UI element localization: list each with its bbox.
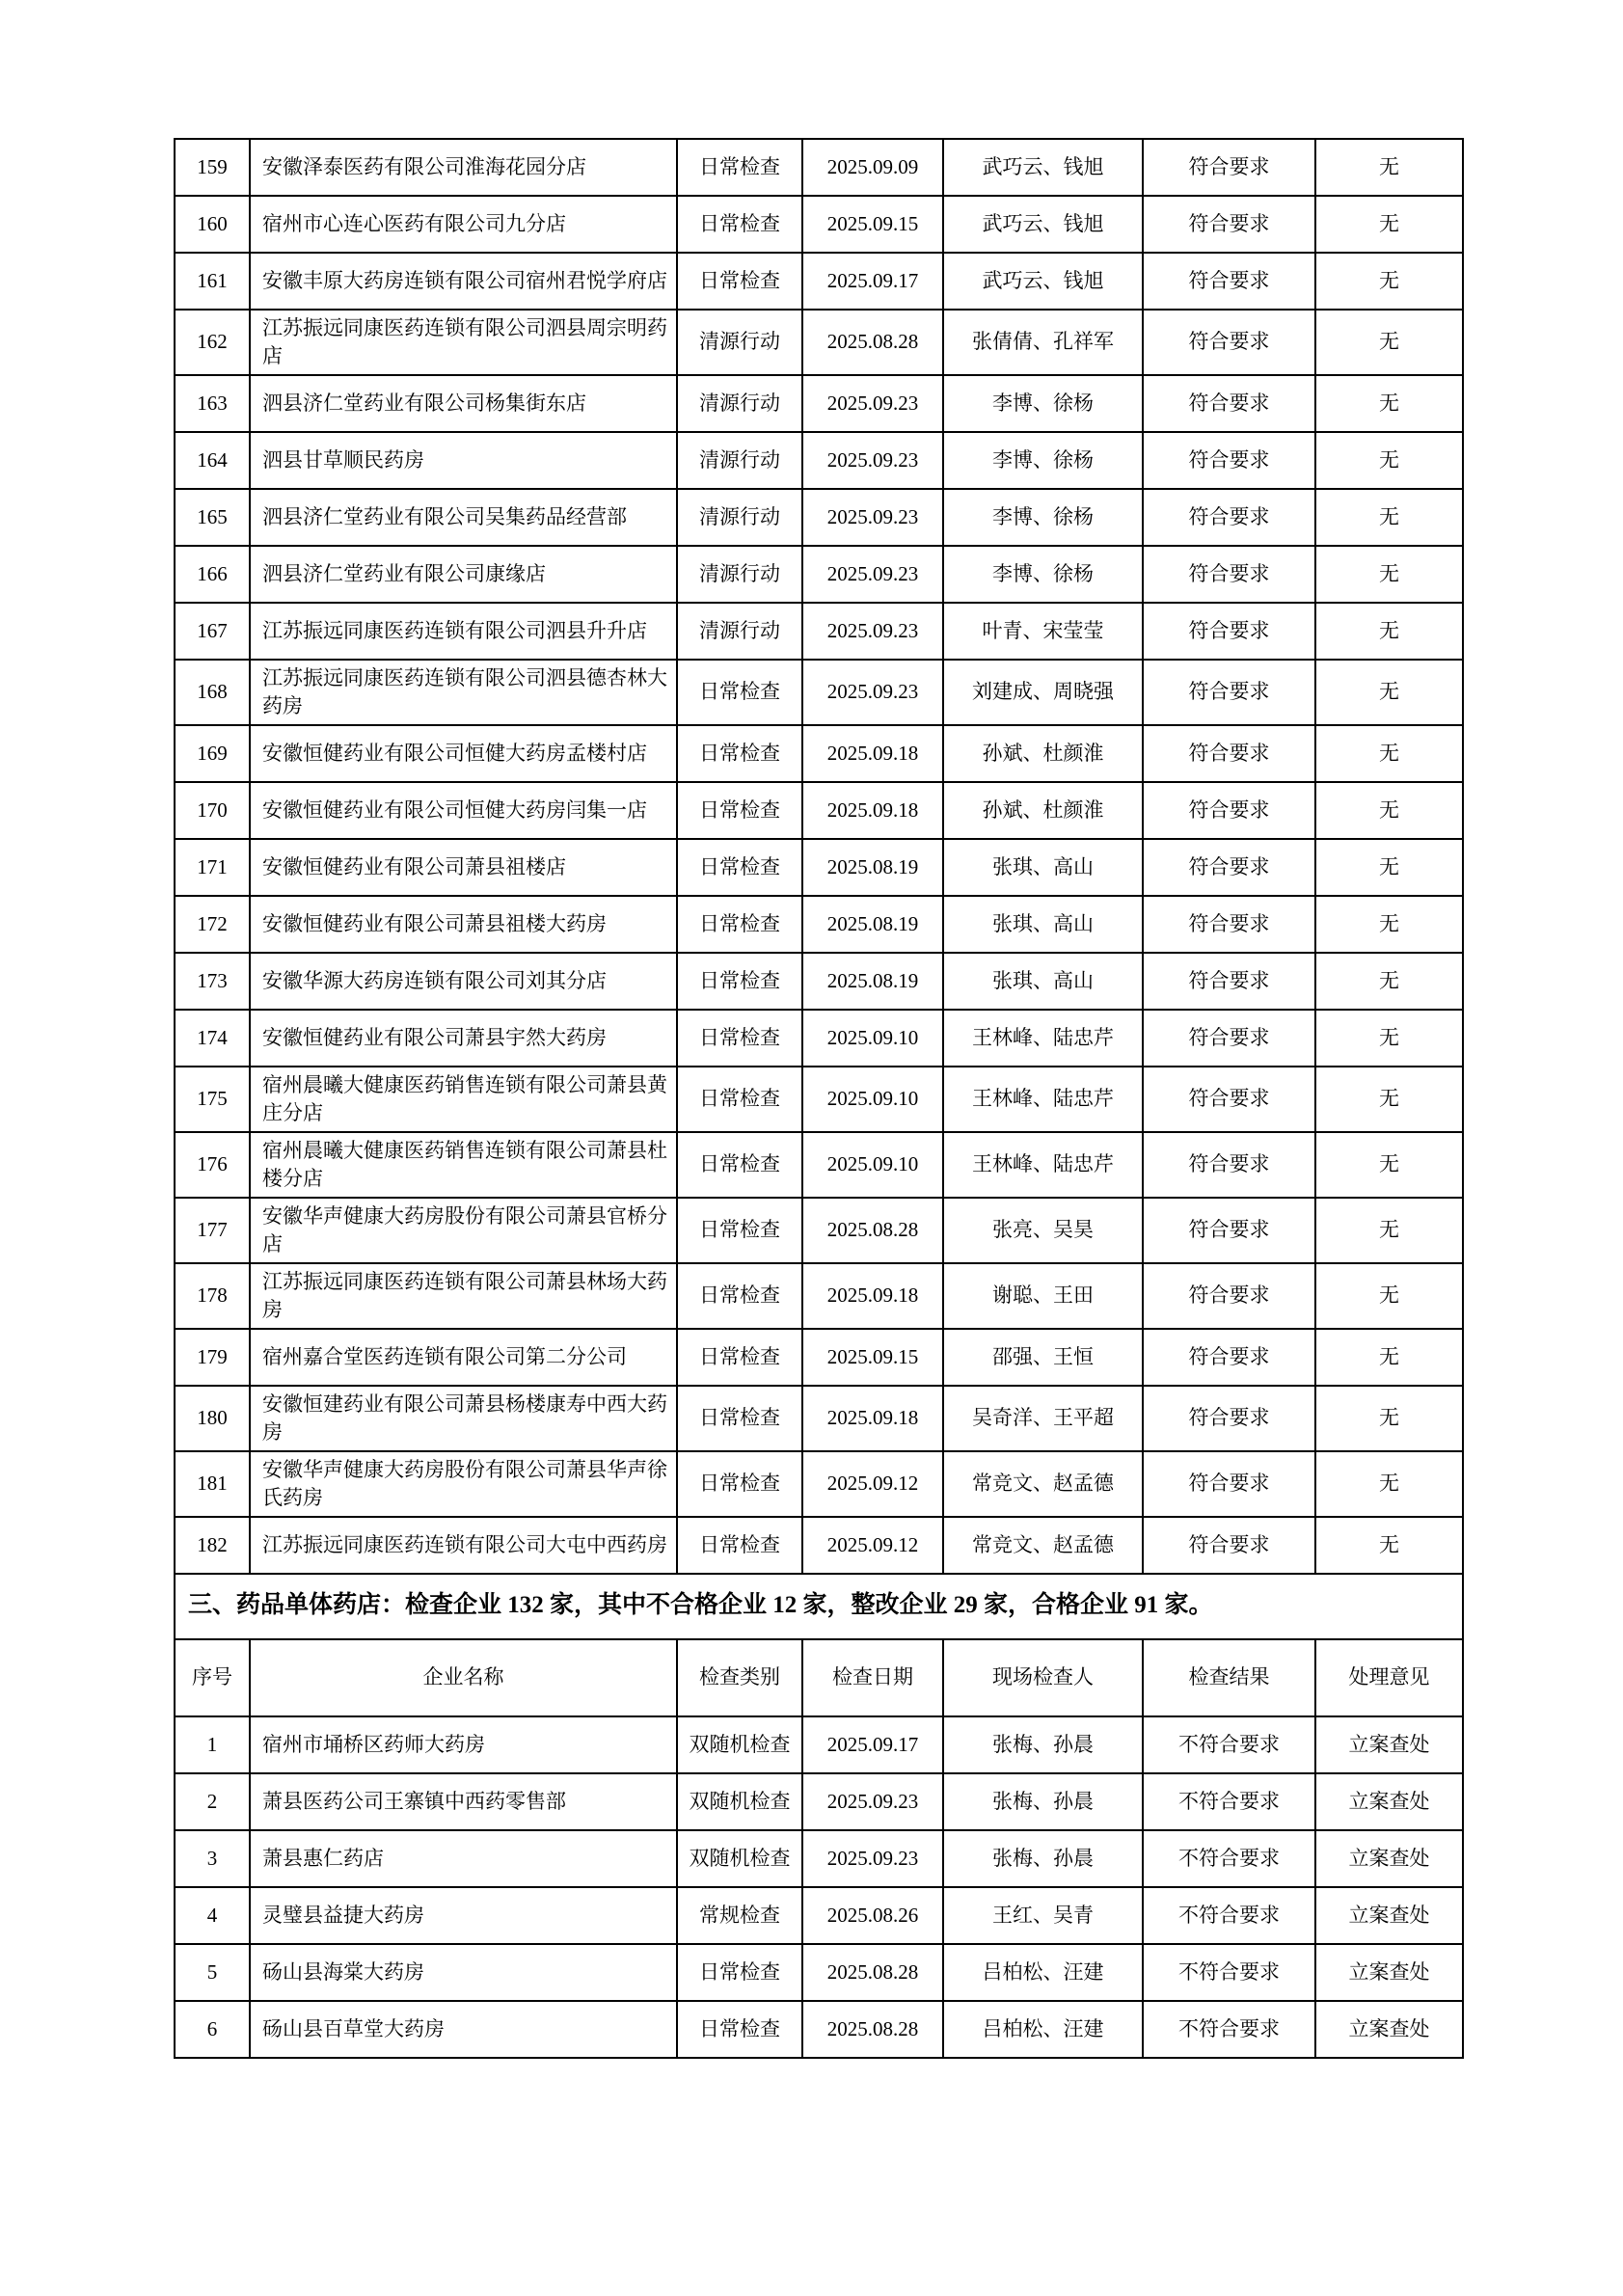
result-cell: 符合要求: [1143, 1329, 1315, 1386]
company-name-cell: 江苏振远同康医药连锁有限公司萧县林场大药房: [250, 1263, 677, 1329]
row-number-cell: 160: [175, 196, 250, 253]
inspection-category-cell: 日常检查: [677, 2001, 802, 2058]
opinion-cell: 无: [1315, 1010, 1463, 1067]
inspection-category-cell: 双随机检查: [677, 1830, 802, 1887]
company-name-cell: 安徽恒健药业有限公司萧县祖楼店: [250, 839, 677, 896]
company-name-cell: 泗县济仁堂药业有限公司康缘店: [250, 546, 677, 603]
company-name-cell: 安徽华声健康大药房股份有限公司萧县华声徐氏药房: [250, 1451, 677, 1517]
inspection-category-cell: 清源行动: [677, 310, 802, 375]
opinion-cell: 无: [1315, 139, 1463, 196]
inspector-cell: 张琪、高山: [943, 839, 1143, 896]
inspection-date-cell: 2025.09.23: [802, 432, 943, 489]
inspector-cell: 孙斌、杜颜淮: [943, 782, 1143, 839]
table-row: [175, 1010, 1463, 1067]
inspector-cell: 吕柏松、汪建: [943, 1944, 1143, 2001]
single-store-header-body: [175, 1639, 1463, 1716]
result-cell: 符合要求: [1143, 310, 1315, 375]
row-number-cell: 167: [175, 603, 250, 660]
result-cell: 符合要求: [1143, 1386, 1315, 1451]
table-row: [175, 1451, 1463, 1517]
row-number-cell: 2: [175, 1773, 250, 1830]
row-number-cell: 179: [175, 1329, 250, 1386]
row-number-cell: 172: [175, 896, 250, 953]
result-cell: 符合要求: [1143, 375, 1315, 432]
row-number-cell: 1: [175, 1716, 250, 1773]
row-number-cell: 159: [175, 139, 250, 196]
row-number-cell: 174: [175, 1010, 250, 1067]
result-cell: 符合要求: [1143, 839, 1315, 896]
inspection-date-cell: 2025.09.23: [802, 1830, 943, 1887]
inspection-category-cell: 日常检查: [677, 1944, 802, 2001]
inspector-cell: 李博、徐杨: [943, 375, 1143, 432]
inspection-category-cell: 日常检查: [677, 1067, 802, 1132]
inspection-date-cell: 2025.08.19: [802, 953, 943, 1010]
result-cell: 符合要求: [1143, 1198, 1315, 1263]
result-cell: 不符合要求: [1143, 1944, 1315, 2001]
result-cell: 不符合要求: [1143, 1887, 1315, 1944]
row-number-cell: 177: [175, 1198, 250, 1263]
result-cell: 符合要求: [1143, 253, 1315, 310]
inspection-date-cell: 2025.09.23: [802, 660, 943, 725]
inspection-date-cell: 2025.09.17: [802, 1716, 943, 1773]
column-header: 企业名称: [250, 1639, 677, 1716]
inspection-date-cell: 2025.08.28: [802, 310, 943, 375]
inspector-cell: 吕柏松、汪建: [943, 2001, 1143, 2058]
table-row: [175, 1198, 1463, 1263]
opinion-cell: 无: [1315, 660, 1463, 725]
result-cell: 不符合要求: [1143, 1773, 1315, 1830]
opinion-cell: 无: [1315, 253, 1463, 310]
row-number-cell: 166: [175, 546, 250, 603]
opinion-cell: 无: [1315, 489, 1463, 546]
inspection-category-cell: 清源行动: [677, 603, 802, 660]
result-cell: 不符合要求: [1143, 1830, 1315, 1887]
table-row: [175, 953, 1463, 1010]
table-row: [175, 2001, 1463, 2058]
opinion-cell: 无: [1315, 782, 1463, 839]
inspection-category-cell: 日常检查: [677, 953, 802, 1010]
result-cell: 符合要求: [1143, 953, 1315, 1010]
inspection-date-cell: 2025.09.23: [802, 1773, 943, 1830]
company-name-cell: 安徽恒建药业有限公司萧县杨楼康寿中西大药房: [250, 1386, 677, 1451]
opinion-cell: 立案查处: [1315, 2001, 1463, 2058]
opinion-cell: 无: [1315, 546, 1463, 603]
inspection-category-cell: 日常检查: [677, 1517, 802, 1574]
result-cell: 符合要求: [1143, 546, 1315, 603]
inspection-date-cell: 2025.09.18: [802, 782, 943, 839]
inspector-cell: 孙斌、杜颜淮: [943, 725, 1143, 782]
inspector-cell: 王林峰、陆忠芹: [943, 1067, 1143, 1132]
table-row: [175, 310, 1463, 375]
company-name-cell: 宿州嘉合堂医药连锁有限公司第二分公司: [250, 1329, 677, 1386]
company-name-cell: 安徽华声健康大药房股份有限公司萧县官桥分店: [250, 1198, 677, 1263]
row-number-cell: 4: [175, 1887, 250, 1944]
row-number-cell: 169: [175, 725, 250, 782]
row-number-cell: 175: [175, 1067, 250, 1132]
inspection-category-cell: 日常检查: [677, 782, 802, 839]
result-cell: 符合要求: [1143, 1067, 1315, 1132]
row-number-cell: 182: [175, 1517, 250, 1574]
row-number-cell: 163: [175, 375, 250, 432]
inspection-date-cell: 2025.09.15: [802, 1329, 943, 1386]
inspection-table: [174, 138, 1464, 2059]
inspector-cell: 常竞文、赵孟德: [943, 1451, 1143, 1517]
company-name-cell: 砀山县百草堂大药房: [250, 2001, 677, 2058]
section-heading: 三、药品单体药店：检查企业 132 家，其中不合格企业 12 家，整改企业 29 家，合格企业 91 家。: [175, 1574, 1463, 1639]
inspection-date-cell: 2025.09.10: [802, 1132, 943, 1198]
result-cell: 符合要求: [1143, 1451, 1315, 1517]
table-row: [175, 1887, 1463, 1944]
opinion-cell: 立案查处: [1315, 1830, 1463, 1887]
inspector-cell: 常竞文、赵孟德: [943, 1517, 1143, 1574]
inspector-cell: 叶青、宋莹莹: [943, 603, 1143, 660]
company-name-cell: 泗县济仁堂药业有限公司杨集街东店: [250, 375, 677, 432]
company-name-cell: 安徽华源大药房连锁有限公司刘其分店: [250, 953, 677, 1010]
inspection-date-cell: 2025.09.18: [802, 1263, 943, 1329]
result-cell: 符合要求: [1143, 725, 1315, 782]
company-name-cell: 宿州晨曦大健康医药销售连锁有限公司萧县黄庄分店: [250, 1067, 677, 1132]
inspection-date-cell: 2025.09.23: [802, 489, 943, 546]
table-row: [175, 896, 1463, 953]
inspection-date-cell: 2025.08.28: [802, 1944, 943, 2001]
inspector-cell: 张倩倩、孔祥军: [943, 310, 1143, 375]
table-row: [175, 782, 1463, 839]
inspector-cell: 刘建成、周晓强: [943, 660, 1143, 725]
company-name-cell: 江苏振远同康医药连锁有限公司泗县周宗明药店: [250, 310, 677, 375]
result-cell: 符合要求: [1143, 1132, 1315, 1198]
row-number-cell: 164: [175, 432, 250, 489]
inspection-category-cell: 日常检查: [677, 1386, 802, 1451]
inspection-date-cell: 2025.08.28: [802, 1198, 943, 1263]
opinion-cell: 无: [1315, 1329, 1463, 1386]
table-row: [175, 725, 1463, 782]
inspection-category-cell: 清源行动: [677, 546, 802, 603]
inspection-category-cell: 日常检查: [677, 660, 802, 725]
table-row: [175, 546, 1463, 603]
inspector-cell: 王林峰、陆忠芹: [943, 1132, 1143, 1198]
opinion-cell: 无: [1315, 1451, 1463, 1517]
table-header-row: [175, 1639, 1463, 1716]
inspection-date-cell: 2025.09.12: [802, 1451, 943, 1517]
opinion-cell: 立案查处: [1315, 1944, 1463, 2001]
table-row: [175, 139, 1463, 196]
table-row: [175, 1517, 1463, 1574]
inspection-date-cell: 2025.09.23: [802, 546, 943, 603]
inspector-cell: 武巧云、钱旭: [943, 253, 1143, 310]
company-name-cell: 萧县惠仁药店: [250, 1830, 677, 1887]
opinion-cell: 无: [1315, 432, 1463, 489]
company-name-cell: 萧县医药公司王寨镇中西药零售部: [250, 1773, 677, 1830]
row-number-cell: 171: [175, 839, 250, 896]
table-row: [175, 660, 1463, 725]
inspector-cell: 张梅、孙晨: [943, 1716, 1143, 1773]
column-header: 检查日期: [802, 1639, 943, 1716]
inspection-category-cell: 清源行动: [677, 432, 802, 489]
table-row: [175, 1132, 1463, 1198]
inspector-cell: 李博、徐杨: [943, 546, 1143, 603]
table-row: [175, 432, 1463, 489]
inspection-category-cell: 日常检查: [677, 1010, 802, 1067]
company-name-cell: 安徽恒健药业有限公司萧县宇然大药房: [250, 1010, 677, 1067]
inspector-cell: 张琪、高山: [943, 953, 1143, 1010]
inspector-cell: 张琪、高山: [943, 896, 1143, 953]
inspection-category-cell: 日常检查: [677, 896, 802, 953]
inspector-cell: 张梅、孙晨: [943, 1830, 1143, 1887]
opinion-cell: 无: [1315, 1132, 1463, 1198]
inspection-category-cell: 日常检查: [677, 253, 802, 310]
opinion-cell: 无: [1315, 310, 1463, 375]
row-number-cell: 3: [175, 1830, 250, 1887]
table-row: [175, 1716, 1463, 1773]
inspection-category-cell: 清源行动: [677, 375, 802, 432]
result-cell: 符合要求: [1143, 489, 1315, 546]
result-cell: 符合要求: [1143, 1010, 1315, 1067]
opinion-cell: 无: [1315, 1067, 1463, 1132]
table-row: [175, 603, 1463, 660]
inspection-category-cell: 日常检查: [677, 839, 802, 896]
table-row: [175, 1773, 1463, 1830]
inspection-category-cell: 日常检查: [677, 1329, 802, 1386]
table-row: [175, 1263, 1463, 1329]
inspection-category-cell: 日常检查: [677, 1132, 802, 1198]
inspection-category-cell: 日常检查: [677, 139, 802, 196]
result-cell: 符合要求: [1143, 139, 1315, 196]
column-header: 检查类别: [677, 1639, 802, 1716]
inspection-category-cell: 双随机检查: [677, 1773, 802, 1830]
company-name-cell: 泗县济仁堂药业有限公司吴集药品经营部: [250, 489, 677, 546]
row-number-cell: 178: [175, 1263, 250, 1329]
inspection-category-cell: 双随机检查: [677, 1716, 802, 1773]
row-number-cell: 181: [175, 1451, 250, 1517]
column-header: 检查结果: [1143, 1639, 1315, 1716]
opinion-cell: 无: [1315, 896, 1463, 953]
inspection-date-cell: 2025.09.23: [802, 375, 943, 432]
company-name-cell: 砀山县海棠大药房: [250, 1944, 677, 2001]
opinion-cell: 无: [1315, 375, 1463, 432]
result-cell: 符合要求: [1143, 1263, 1315, 1329]
company-name-cell: 泗县甘草顺民药房: [250, 432, 677, 489]
inspection-date-cell: 2025.09.15: [802, 196, 943, 253]
result-cell: 符合要求: [1143, 896, 1315, 953]
column-header: 序号: [175, 1639, 250, 1716]
inspector-cell: 张亮、吴昊: [943, 1198, 1143, 1263]
inspection-category-cell: 日常检查: [677, 1263, 802, 1329]
inspector-cell: 王红、吴青: [943, 1887, 1143, 1944]
inspection-date-cell: 2025.08.26: [802, 1887, 943, 1944]
section-heading-row: [175, 1574, 1463, 1639]
inspector-cell: 武巧云、钱旭: [943, 139, 1143, 196]
inspection-date-cell: 2025.09.18: [802, 1386, 943, 1451]
inspector-cell: 邵强、王恒: [943, 1329, 1143, 1386]
company-name-cell: 安徽恒健药业有限公司恒健大药房闫集一店: [250, 782, 677, 839]
opinion-cell: 立案查处: [1315, 1887, 1463, 1944]
company-name-cell: 江苏振远同康医药连锁有限公司泗县升升店: [250, 603, 677, 660]
result-cell: 不符合要求: [1143, 1716, 1315, 1773]
inspection-date-cell: 2025.09.09: [802, 139, 943, 196]
row-number-cell: 170: [175, 782, 250, 839]
opinion-cell: 无: [1315, 1198, 1463, 1263]
row-number-cell: 5: [175, 1944, 250, 2001]
table-row: [175, 1944, 1463, 2001]
opinion-cell: 立案查处: [1315, 1773, 1463, 1830]
table-row: [175, 1386, 1463, 1451]
inspection-category-cell: 常规检查: [677, 1887, 802, 1944]
result-cell: 符合要求: [1143, 196, 1315, 253]
inspector-cell: 王林峰、陆忠芹: [943, 1010, 1143, 1067]
inspection-category-cell: 清源行动: [677, 489, 802, 546]
table-row: [175, 196, 1463, 253]
column-header: 处理意见: [1315, 1639, 1463, 1716]
company-name-cell: 宿州市埇桥区药师大药房: [250, 1716, 677, 1773]
result-cell: 符合要求: [1143, 603, 1315, 660]
inspection-date-cell: 2025.09.10: [802, 1010, 943, 1067]
inspection-date-cell: 2025.09.23: [802, 603, 943, 660]
inspector-cell: 李博、徐杨: [943, 489, 1143, 546]
table-row: [175, 1830, 1463, 1887]
row-number-cell: 173: [175, 953, 250, 1010]
result-cell: 符合要求: [1143, 432, 1315, 489]
opinion-cell: 无: [1315, 1517, 1463, 1574]
table-row: [175, 375, 1463, 432]
row-number-cell: 161: [175, 253, 250, 310]
table-row: [175, 839, 1463, 896]
inspection-category-cell: 日常检查: [677, 1198, 802, 1263]
result-cell: 符合要求: [1143, 660, 1315, 725]
opinion-cell: 无: [1315, 603, 1463, 660]
inspection-date-cell: 2025.09.10: [802, 1067, 943, 1132]
company-name-cell: 江苏振远同康医药连锁有限公司泗县德杏林大药房: [250, 660, 677, 725]
row-number-cell: 180: [175, 1386, 250, 1451]
inspection-date-cell: 2025.09.12: [802, 1517, 943, 1574]
section-heading-body: [175, 1574, 1463, 1639]
table-row: [175, 1329, 1463, 1386]
opinion-cell: 无: [1315, 725, 1463, 782]
opinion-cell: 无: [1315, 953, 1463, 1010]
company-name-cell: 江苏振远同康医药连锁有限公司大屯中西药房: [250, 1517, 677, 1574]
inspector-cell: 武巧云、钱旭: [943, 196, 1143, 253]
company-name-cell: 宿州晨曦大健康医药销售连锁有限公司萧县杜楼分店: [250, 1132, 677, 1198]
inspection-category-cell: 日常检查: [677, 725, 802, 782]
row-number-cell: 6: [175, 2001, 250, 2058]
inspector-cell: 李博、徐杨: [943, 432, 1143, 489]
inspector-cell: 吴奇洋、王平超: [943, 1386, 1143, 1451]
row-number-cell: 176: [175, 1132, 250, 1198]
opinion-cell: 无: [1315, 1386, 1463, 1451]
row-number-cell: 168: [175, 660, 250, 725]
company-name-cell: 安徽恒健药业有限公司恒健大药房孟楼村店: [250, 725, 677, 782]
row-number-cell: 162: [175, 310, 250, 375]
inspector-cell: 张梅、孙晨: [943, 1773, 1143, 1830]
inspector-cell: 谢聪、王田: [943, 1263, 1143, 1329]
table-row: [175, 1067, 1463, 1132]
single-store-rows: [175, 1716, 1463, 2058]
inspection-category-cell: 日常检查: [677, 1451, 802, 1517]
result-cell: 不符合要求: [1143, 2001, 1315, 2058]
opinion-cell: 无: [1315, 1263, 1463, 1329]
opinion-cell: 无: [1315, 839, 1463, 896]
opinion-cell: 立案查处: [1315, 1716, 1463, 1773]
company-name-cell: 安徽恒健药业有限公司萧县祖楼大药房: [250, 896, 677, 953]
inspection-category-cell: 日常检查: [677, 196, 802, 253]
inspection-date-cell: 2025.09.18: [802, 725, 943, 782]
inspection-date-cell: 2025.08.19: [802, 896, 943, 953]
result-cell: 符合要求: [1143, 782, 1315, 839]
inspection-date-cell: 2025.08.28: [802, 2001, 943, 2058]
company-name-cell: 安徽泽泰医药有限公司淮海花园分店: [250, 139, 677, 196]
inspection-date-cell: 2025.08.19: [802, 839, 943, 896]
opinion-cell: 无: [1315, 196, 1463, 253]
table-row: [175, 489, 1463, 546]
result-cell: 符合要求: [1143, 1517, 1315, 1574]
table-row: [175, 253, 1463, 310]
chain-store-rows: [175, 139, 1463, 1574]
column-header: 现场检查人: [943, 1639, 1143, 1716]
company-name-cell: 宿州市心连心医药有限公司九分店: [250, 196, 677, 253]
row-number-cell: 165: [175, 489, 250, 546]
company-name-cell: 灵璧县益捷大药房: [250, 1887, 677, 1944]
company-name-cell: 安徽丰原大药房连锁有限公司宿州君悦学府店: [250, 253, 677, 310]
inspection-date-cell: 2025.09.17: [802, 253, 943, 310]
